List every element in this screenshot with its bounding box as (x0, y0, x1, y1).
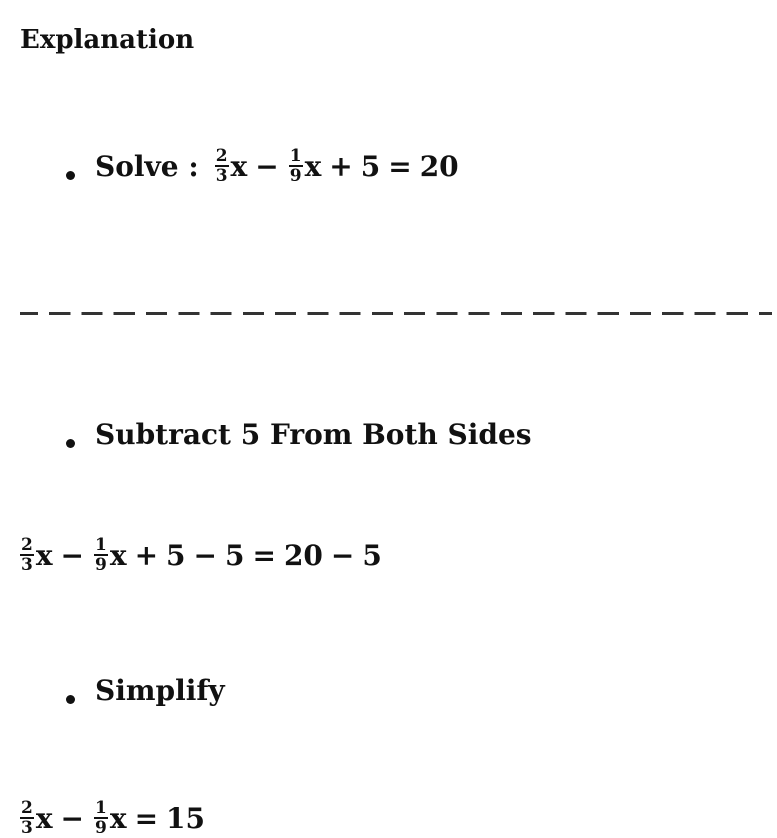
fraction-denominator: 9 (289, 166, 302, 186)
constant: 5 (166, 538, 186, 572)
fraction-two-thirds (215, 148, 229, 184)
equals-sign: = (388, 149, 412, 183)
bullet-icon (66, 695, 75, 704)
equals-sign: = (134, 801, 159, 835)
equation-simplify (18, 800, 205, 836)
variable: x (109, 538, 127, 572)
constant: 15 (166, 801, 205, 835)
variable: x (35, 538, 53, 572)
fraction-numerator: 1 (289, 146, 302, 166)
fraction-denominator: 9 (95, 818, 107, 838)
operator: + (134, 538, 159, 572)
operator: + (329, 149, 353, 183)
fraction-one-ninth (94, 537, 108, 573)
step-subtract-label: Subtract 5 From Both Sides (95, 418, 532, 451)
fraction-numerator: 2 (21, 535, 33, 555)
variable: x (35, 801, 53, 835)
constant: 5 (224, 538, 245, 572)
constant: 20 (283, 538, 323, 572)
fraction-numerator: 1 (95, 798, 107, 818)
dashed-divider (20, 312, 772, 315)
variable: x (109, 801, 127, 835)
fraction-denominator: 3 (21, 555, 33, 575)
step-simplify-label: Simplify (95, 674, 225, 707)
equation-subtract (18, 537, 382, 573)
constant: 5 (360, 149, 381, 183)
page-title: Explanation (20, 25, 195, 55)
variable: x (230, 149, 248, 183)
fraction-denominator: 3 (215, 166, 228, 186)
equals-sign: = (252, 538, 276, 572)
operator: − (255, 149, 279, 183)
fraction-numerator: 2 (21, 798, 33, 818)
fraction-one-ninth (289, 148, 303, 184)
fraction-two-thirds (20, 800, 34, 836)
fraction-denominator: 3 (21, 818, 33, 838)
step-subtract (66, 418, 532, 451)
operator: − (60, 538, 85, 572)
bullet-icon (66, 439, 75, 448)
fraction-numerator: 2 (215, 146, 228, 166)
constant: 5 (362, 538, 382, 572)
fraction-one-ninth (94, 800, 108, 836)
operator: − (330, 538, 355, 572)
fraction-denominator: 9 (95, 555, 107, 575)
fraction-two-thirds (20, 537, 34, 573)
operator: − (60, 801, 85, 835)
step-solve (66, 148, 459, 184)
fraction-numerator: 1 (95, 535, 107, 555)
variable: x (304, 149, 322, 183)
bullet-icon (66, 171, 75, 180)
constant: 20 (419, 149, 459, 183)
step-solve-label: Solve : (95, 149, 199, 183)
step-simplify (66, 674, 225, 707)
operator: − (193, 538, 217, 572)
